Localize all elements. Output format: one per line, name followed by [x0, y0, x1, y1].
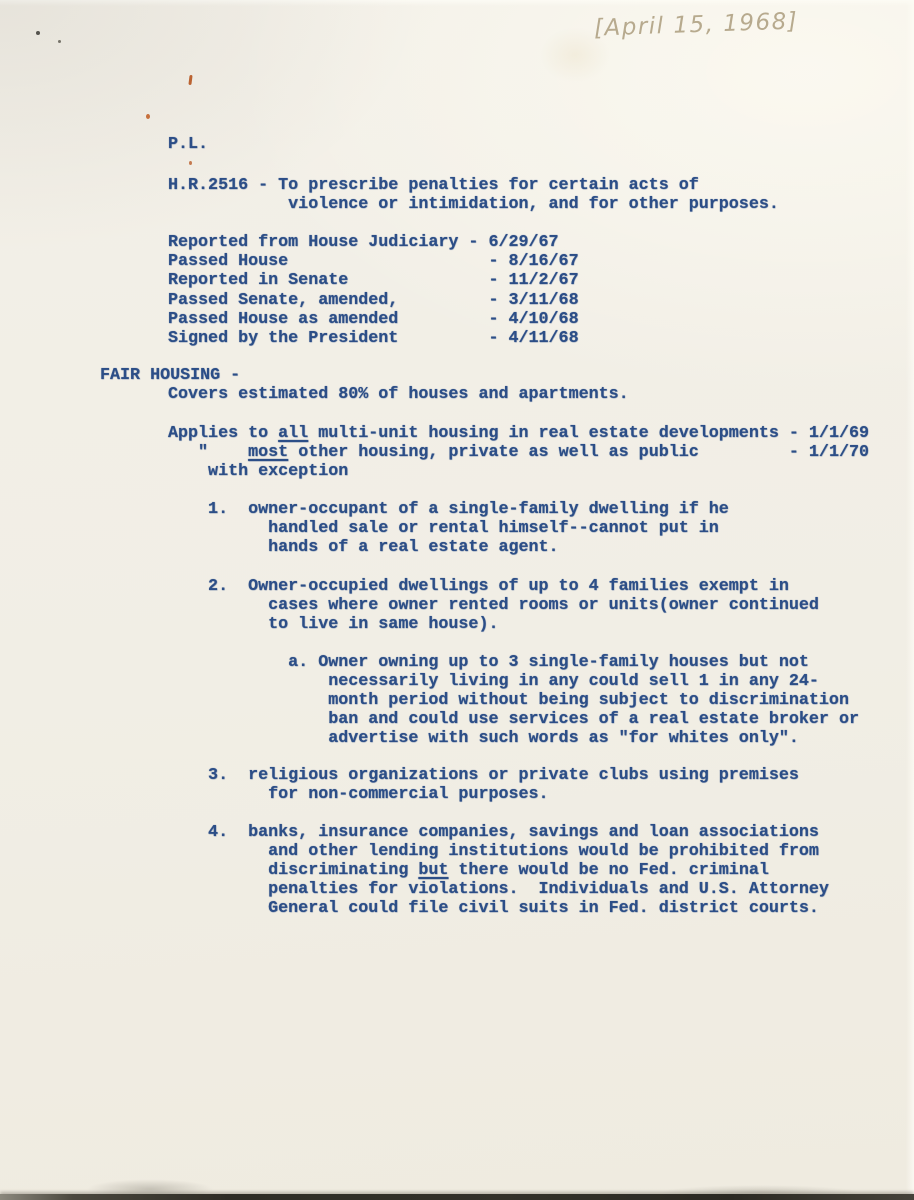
coverage-line: Covers estimated 80% of houses and apartments.	[168, 385, 629, 404]
history-line: Signed by the President - 4/11/68	[168, 329, 579, 348]
exception-2a-line: necessarily living in any could sell 1 in any 24-	[168, 672, 819, 691]
pl-heading: P.L.	[168, 135, 209, 154]
history-line: Passed House as amended - 4/10/68	[168, 310, 579, 329]
handwritten-date-annotation: [April 15, 1968]	[593, 8, 799, 42]
history-line: Passed House - 8/16/67	[168, 252, 579, 271]
exception-4-line	[168, 861, 769, 880]
exception-4-pre: discriminating	[168, 861, 419, 880]
with-exception-line: with exception	[168, 462, 349, 481]
history-line: Reported in Senate - 11/2/67	[168, 271, 579, 290]
exception-2a-line: ban and could use services of a real estate broker or	[168, 710, 859, 729]
exception-2a-line: a. Owner owning up to 3 single-family houses but not	[168, 653, 809, 672]
exception-1-line: 1. owner-occupant of a single-family dwelling if he	[168, 500, 729, 519]
applies-line-2-post: other housing, private as well as public - 1/1/70	[288, 443, 870, 462]
exception-4-line: penalties for violations. Individuals and U.S. Attorney	[168, 880, 829, 899]
exception-2-line: cases where owner rented rooms or units(owner continued	[168, 596, 819, 615]
fair-housing-heading: FAIR HOUSING -	[100, 366, 241, 385]
exception-2a-line: advertise with such words as "for whites only".	[168, 729, 799, 748]
exception-4-line: 4. banks, insurance companies, savings and loan associations	[168, 823, 819, 842]
applies-line-2-ditto	[168, 443, 869, 462]
applies-line-1-post: multi-unit housing in real estate developments - 1/1/69	[308, 424, 869, 443]
exception-4-line: General could file civil suits in Fed. district courts.	[168, 899, 819, 918]
applies-line-2-underlined: most	[248, 443, 289, 462]
applies-line-2-pre: "	[168, 443, 249, 462]
exception-2a-line: month period without being subject to discrimination	[168, 691, 849, 710]
exception-1-line: hands of a real estate agent.	[168, 538, 559, 557]
exception-2-line: to live in same house).	[168, 615, 499, 634]
exception-3-line: for non-commercial purposes.	[168, 785, 549, 804]
bill-title-line-2: violence or intimidation, and for other purposes.	[168, 195, 779, 214]
applies-line-1-underlined: all	[278, 424, 309, 443]
exception-4-line: and other lending institutions would be prohibited from	[168, 842, 819, 861]
applies-line-1	[168, 424, 869, 443]
exception-4-underlined: but	[418, 861, 449, 880]
bill-title-line-1: H.R.2516 - To prescribe penalties for certain acts of	[168, 176, 699, 195]
history-line: Reported from House Judiciary - 6/29/67	[168, 233, 559, 252]
exception-4-post: there would be no Fed. criminal	[448, 861, 769, 880]
scan-bottom-edge	[0, 1194, 914, 1200]
history-line: Passed Senate, amended, - 3/11/68	[168, 291, 579, 310]
exception-3-line: 3. religious organizations or private clubs using premises	[168, 766, 799, 785]
applies-line-1-pre: Applies to	[168, 424, 279, 443]
exception-1-line: handled sale or rental himself--cannot put in	[168, 519, 719, 538]
exception-2-line: 2. Owner-occupied dwellings of up to 4 families exempt in	[168, 577, 789, 596]
